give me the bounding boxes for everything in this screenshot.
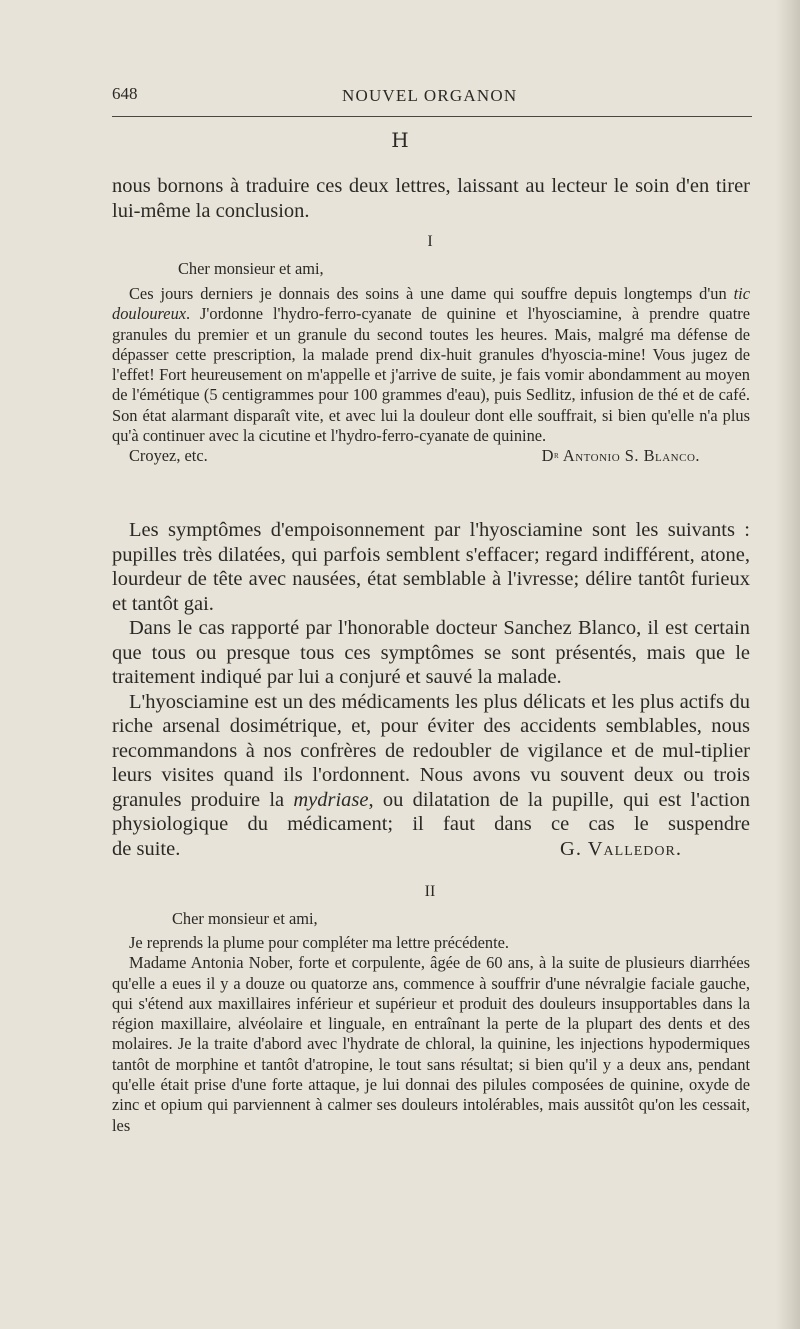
letter-1-body: [112, 284, 750, 468]
commentary-paragraph-1: Les symptômes d'empoisonnement par l'hyosciamine sont les suivants : pupilles très dilatées, qui parfois semblent s'effacer; regard indifférent, atone, lourdeur de tête avec nausées, état semblable à l'ivresse; délire tantôt furieux et tantôt gai.: [112, 519, 750, 615]
letter-1-numeral: I: [427, 233, 433, 250]
header-rule: [112, 116, 752, 117]
letter-1-text-rest: . J'ordonne l'hydro-ferro-cyanate de quinine et l'hyosciamine, à prendre quatre granules du premier et un granule du second toutes les heures. Mais, malgré ma défense de dépasser cette prescription, la malade prend dix-huit granules d'hyoscia-mine! Vous jugez de l'effet! Fort heureusement on m'appelle et j'arrive de suite, je fais vomir abondamment au moyen de l'émétique (5 centigrammes pour 100 grammes d'eau), puis Sedlitz, infusion de thé et de café. Son état alarmant disparaît vite, et avec lui la douleur dont elle souffrait, si bien qu'elle n'a plus qu'à continuer avec la cicutine et l'hydro-ferro-cyanate de quinine.: [112, 304, 750, 446]
letter-1-paragraph: [112, 284, 750, 446]
commentary-3-start: L'hyosciamine est un des médicaments les plus délicats et les plus actifs du riche arsenal dosimétrique, et, pour éviter des accidents semblables, nous recommandons à nos confrères de redoubler de vigilance et de mul-tiplier leurs visites quand ils l'ordonnent. Nous avons vu souvent deux ou trois granules produire la: [112, 690, 750, 811]
page-number: 648: [112, 84, 138, 103]
letter-1-closing: Croyez, etc.: [129, 446, 208, 466]
signature-prefix: D: [541, 446, 554, 466]
letter-2-paragraph-1: Je reprends la plume pour compléter ma lettre précédente.: [129, 933, 510, 952]
intro-paragraph: [112, 174, 750, 223]
commentary-signature-row: [112, 837, 750, 861]
letter-2-salutation: Cher monsieur et ami,: [172, 909, 318, 928]
commentary: [112, 518, 750, 861]
commentary-signature: G. Valledor.: [560, 837, 682, 860]
signature-mark: H: [391, 128, 409, 152]
signature-name: Antonio S. Blanco.: [559, 446, 700, 466]
running-title: NOUVEL ORGANON: [342, 86, 518, 105]
letter-1-salutation: Cher monsieur et ami,: [178, 259, 324, 278]
commentary-paragraph-2: Dans le cas rapporté par l'honorable docteur Sanchez Blanco, il est certain que tous ou presque tous ces symptômes se sont présentés, mais que le traitement indiqué par lui a conjuré et sauvé la malade.: [112, 617, 750, 688]
commentary-last-line: de suite.: [112, 837, 181, 860]
intro-text: nous bornons à traduire ces deux lettres, laissant au lecteur le soin d'en tirer lui-même la conclusion.: [112, 175, 750, 222]
page-edge-shadow: [776, 0, 800, 1329]
letter-1-italic: tic douloureux: [112, 284, 750, 324]
running-header: [112, 84, 752, 110]
letter-2-body: [112, 933, 750, 1136]
letter-1-signature: [542, 446, 700, 466]
letter-2-paragraph-2: Madame Antonia Nober, forte et corpulente, âgée de 60 ans, à la suite de plusieurs diarrhées qu'elle a eues il y a douze ou quatorze ans, commence à souffrir d'une névralgie faciale gauche, qui s'étend aux maxillaires inférieur et supérieur et produit des douleurs insupportables dans la région maxillaire, alvéolaire et linguale, en entraînant la perte de la plupart des dents et des molaires. Je la traite d'abord avec l'hydrate de chloral, la quinine, les injections hypodermiques tantôt de morphine et tantôt d'atropine, le tout sans résultat; si bien qu'il y a deux ans, pendant qu'elle était prise d'une forte attaque, je lui donnai des pilules composées de quinine, oxyde de zinc et opium qui parviennent à calmer ses douleurs intolérables, mais aussitôt qu'on les cessait, les: [112, 953, 750, 1135]
commentary-paragraph-3: [112, 690, 750, 837]
letter-1-signature-row: [112, 446, 750, 468]
commentary-3-rest: , ou dilatation de la pupille, qui est l'action physiologique du médicament; il faut dans ce cas le suspendre: [112, 788, 750, 835]
signature-sup: r: [554, 450, 560, 462]
letter-1-text-start: Ces jours derniers je donnais des soins à une dame qui souffre depuis longtemps d'un: [129, 284, 734, 303]
commentary-3-italic: mydriase: [293, 788, 369, 811]
letter-2-numeral: II: [424, 883, 436, 900]
